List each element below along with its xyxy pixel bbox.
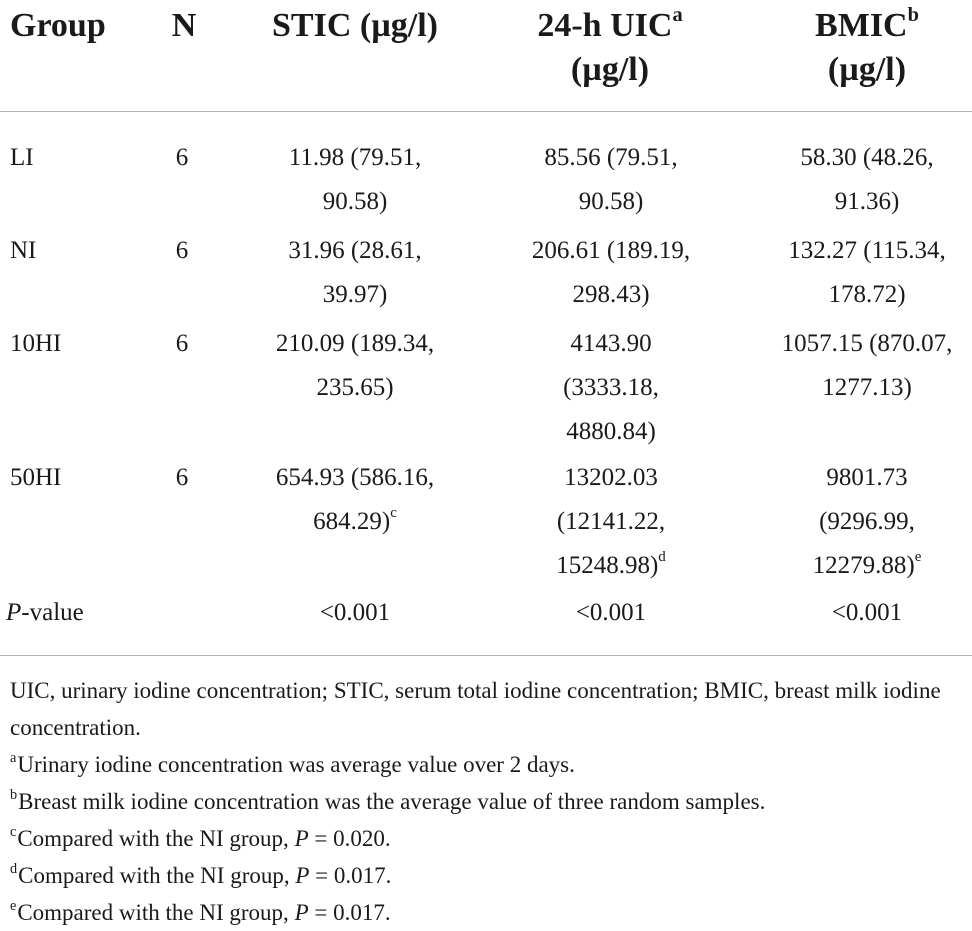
cell-line: 31.96 (28.61,: [288, 237, 422, 264]
footnote-text: Compared with the NI group,: [18, 863, 296, 888]
footnote-p: P: [294, 900, 309, 925]
cell-line: 1057.15 (870.07,: [781, 330, 953, 357]
footnote-text: Breast milk iodine concentration was the average value of three random samples.: [18, 789, 766, 814]
header-group: Group: [10, 7, 106, 44]
footnote-e: [10, 894, 968, 931]
cell-line: 15248.98): [556, 552, 659, 579]
cell-line: 1277.13): [822, 374, 912, 401]
cell-line: 178.72): [828, 281, 906, 308]
cell-line: 206.61 (189.19,: [531, 237, 691, 264]
header-rule: [0, 111, 972, 112]
cell-line: 654.93 (586.16,: [275, 464, 435, 491]
cell-line: 11.98 (79.51,: [288, 144, 422, 171]
footnote-mark: c: [10, 823, 17, 840]
footnote-text: = 0.020.: [308, 826, 391, 851]
cell-line: 4143.90: [570, 330, 652, 357]
cell-n: 6: [175, 330, 189, 357]
pvalue-label: [6, 591, 84, 635]
footnote-mark-e: e: [914, 549, 922, 566]
cell-uic: [496, 456, 726, 588]
header-uic-line2: (µg/l): [570, 51, 650, 88]
cell-group: LI: [10, 144, 34, 171]
footnote-text: Compared with the NI group,: [17, 900, 295, 925]
footnote-text: Compared with the NI group,: [17, 826, 295, 851]
cell-stic: [240, 136, 470, 224]
cell-line: 58.30 (48.26,: [800, 144, 934, 171]
footnote-mark-d: d: [658, 549, 666, 566]
header-n: N: [171, 7, 197, 44]
cell-line: 9801.73: [826, 464, 908, 491]
footnote-d: [10, 857, 968, 894]
cell-uic: [496, 229, 726, 317]
footnote-c: [10, 820, 968, 857]
cell-n: 6: [175, 464, 189, 491]
footnote-abbreviations: UIC, urinary iodine concentration; STIC, serum total iodine concentration; BMIC, breast milk iodine concentration.: [10, 678, 941, 740]
header-bmic-line2: (µg/l): [827, 51, 907, 88]
cell-line: (12141.22,: [556, 508, 666, 535]
footnote-p: P: [295, 863, 310, 888]
pvalue-uic: <0.001: [575, 599, 647, 626]
footnote-mark: b: [10, 786, 18, 803]
header-uic: [490, 4, 730, 92]
footnote-mark: e: [10, 897, 17, 914]
cell-bmic: [752, 136, 972, 224]
cell-group: 50HI: [10, 464, 62, 491]
footnote-mark: a: [10, 749, 17, 766]
cell-line: 90.58): [578, 188, 644, 215]
footnote-mark-a: a: [672, 3, 683, 26]
footnote-mark-b: b: [907, 3, 919, 26]
cell-line: (9296.99,: [819, 508, 915, 535]
footnote-b: [10, 783, 968, 820]
cell-line: 684.29): [313, 508, 391, 535]
cell-n: 6: [175, 144, 189, 171]
cell-line: (3333.18,: [563, 374, 659, 401]
pvalue-stic: <0.001: [319, 599, 391, 626]
cell-bmic: [752, 322, 972, 410]
cell-stic: [240, 456, 470, 544]
footnote-a: [10, 746, 968, 783]
footnote-p: P: [294, 826, 309, 851]
cell-uic: [496, 136, 726, 224]
header-uic-line1: 24-h UIC: [537, 7, 673, 44]
footnote-text: Urinary iodine concentration was average value over 2 days.: [17, 752, 575, 777]
footer-rule: [0, 655, 972, 656]
cell-line: 90.58): [322, 188, 388, 215]
cell-bmic: [752, 456, 972, 588]
pvalue-label-p: P: [6, 599, 22, 626]
header-stic: STIC (µg/l): [272, 7, 438, 44]
cell-line: 91.36): [834, 188, 900, 215]
cell-line: 210.09 (189.34,: [275, 330, 435, 357]
cell-line: 132.27 (115.34,: [788, 237, 946, 264]
footnote-text: = 0.017.: [309, 863, 392, 888]
cell-line: 85.56 (79.51,: [544, 144, 678, 171]
footnotes: [10, 672, 968, 931]
header-bmic: [754, 4, 972, 92]
cell-line: 39.97): [322, 281, 388, 308]
cell-bmic: [752, 229, 972, 317]
cell-uic: [496, 322, 726, 454]
footnote-text: = 0.017.: [308, 900, 391, 925]
cell-group: NI: [10, 237, 37, 264]
footnote-mark-c: c: [390, 505, 397, 522]
cell-line: 4880.84): [566, 418, 656, 445]
cell-line: 235.65): [316, 374, 394, 401]
pvalue-bmic: <0.001: [831, 599, 903, 626]
cell-group: 10HI: [10, 330, 62, 357]
cell-line: 12279.88): [812, 552, 915, 579]
cell-n: 6: [175, 237, 189, 264]
cell-line: 298.43): [572, 281, 650, 308]
header-bmic-line1: BMIC: [815, 7, 908, 44]
cell-line: 13202.03: [564, 464, 658, 491]
cell-stic: [240, 229, 470, 317]
footnote-mark: d: [10, 860, 18, 877]
pvalue-label-rest: -value: [21, 599, 84, 626]
cell-stic: [240, 322, 470, 410]
